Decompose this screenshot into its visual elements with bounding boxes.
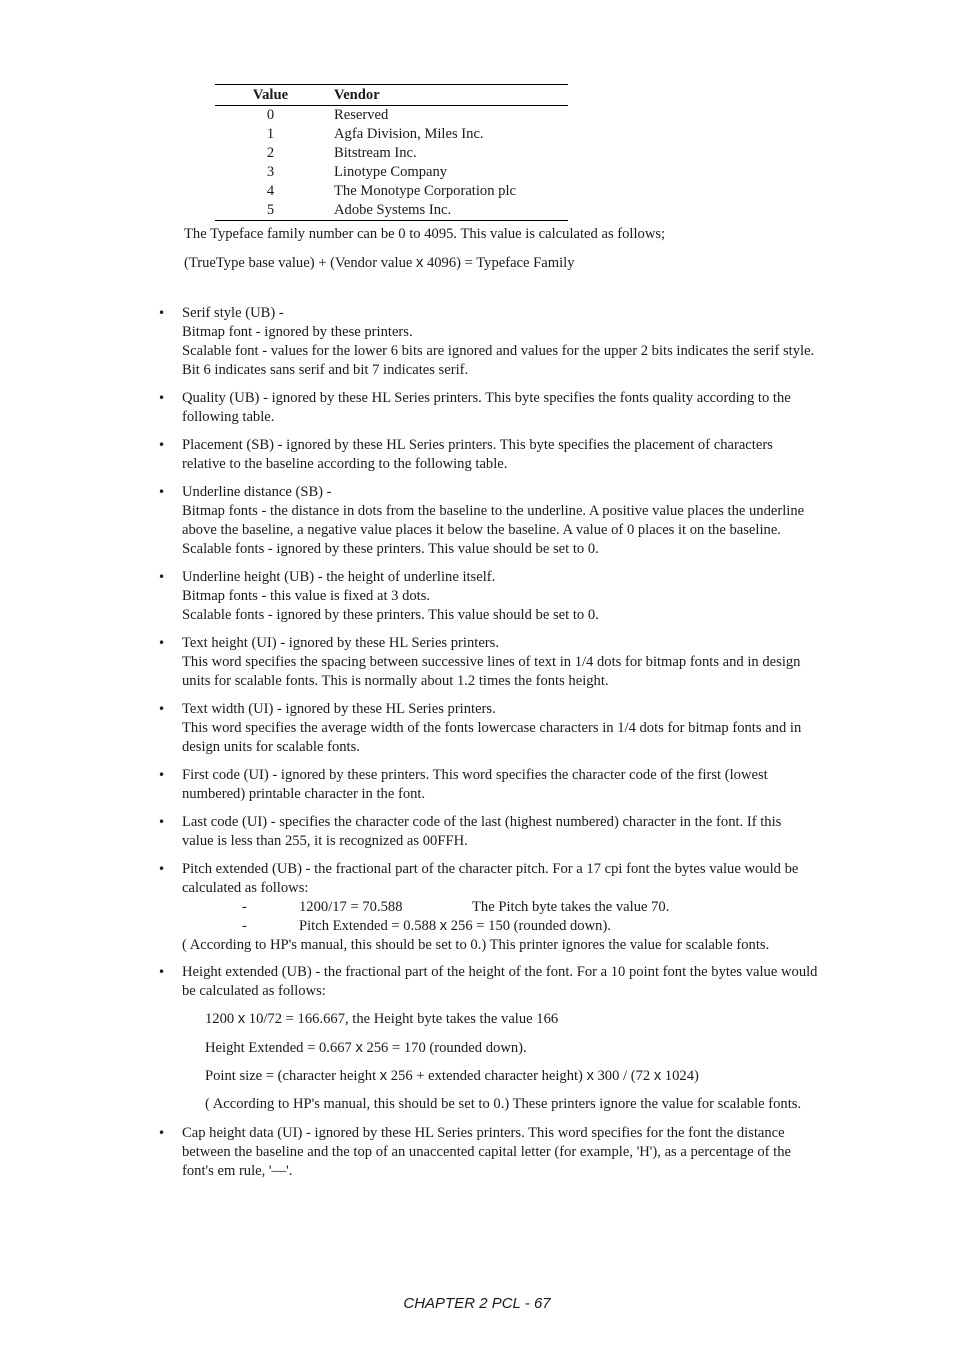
typeface-formula [184, 254, 575, 273]
text-line: Text height (UI) - ignored by these HL Series printers. [182, 635, 499, 651]
text-line: Last code (UI) - specifies the character code of the last (highest numbered) character in the font. If this [182, 814, 782, 830]
cell-vendor: Agfa Division, Miles Inc. [334, 126, 484, 142]
text-line: between the baseline and the top of an unaccented capital letter (for example, 'H'), as a percentage of the [182, 1144, 791, 1160]
text-width-item [158, 700, 892, 757]
text-line: Bitmap fonts - the distance in dots from the baseline to the underline. A positive value places the underline [182, 503, 805, 519]
calc-part: 1200 [205, 1011, 238, 1027]
calc-part: 1024) [661, 1068, 699, 1084]
vendor-table [215, 84, 568, 221]
bullet-icon: • [158, 391, 166, 405]
page-footer: CHAPTER 2 PCL - 67 [403, 1295, 551, 1312]
quality-item [158, 389, 892, 427]
calc-part: 10/72 = 166.667, the Height byte takes the value 166 [245, 1011, 559, 1027]
text-line: Placement (SB) - ignored by these HL Series printers. This byte specifies the placement of characters [182, 437, 773, 453]
cell-vendor: The Monotype Corporation plc [334, 183, 516, 199]
times-sign: x [439, 918, 448, 934]
formula-part: 4096) = Typeface Family [423, 255, 575, 271]
text-height-item [158, 634, 892, 691]
bullet-icon: • [158, 636, 166, 650]
text-line: Underline height (UB) - the height of underline itself. [182, 569, 496, 585]
bullet-icon: • [158, 438, 166, 452]
table-row [215, 163, 568, 182]
bullet-icon: • [158, 768, 166, 782]
text-line: Scalable fonts - ignored by these printers. This value should be set to 0. [182, 541, 599, 557]
times-sign: x [379, 1068, 388, 1084]
bullet-icon: • [158, 965, 166, 979]
pitch-extended-item [158, 860, 892, 955]
table-row [215, 201, 568, 221]
header-vendor: Vendor [334, 85, 568, 106]
underline-height-item [158, 568, 892, 625]
table-row [215, 144, 568, 163]
times-sign: x [355, 1040, 363, 1056]
cell-value: 5 [215, 201, 334, 221]
calc-note: The Pitch byte takes the value 70. [472, 899, 670, 915]
cell-vendor: Bitstream Inc. [334, 145, 417, 161]
cell-value: 0 [266, 107, 275, 123]
text-line: Scalable font - values for the lower 6 bits are ignored and values for the upper 2 bits indicates the serif style. [182, 343, 815, 359]
cell-vendor: Linotype Company [334, 164, 448, 180]
cell-value: 1 [266, 126, 275, 142]
cell-value: 3 [266, 164, 275, 180]
text-line: units for scalable fonts. This is normally about 1.2 times the fonts height. [182, 673, 609, 689]
calc-part: 300 / (72 [593, 1068, 654, 1084]
serif-style-item [158, 304, 892, 380]
bullet-icon: • [158, 570, 166, 584]
text-line: Height extended (UB) - the fractional part of the height of the font. For a 10 point font the bytes value would [182, 964, 818, 980]
bullet-icon: • [158, 702, 166, 716]
text-line: Underline distance (SB) - [182, 484, 332, 500]
dash: - [242, 918, 247, 934]
text-line: Bit 6 indicates sans serif and bit 7 indicates serif. [182, 362, 469, 378]
calc-text [299, 917, 611, 936]
text-line: value is less than 255, it is recognized as 00FFH. [182, 833, 468, 849]
text-line: Scalable fonts - ignored by these printers. This value should be set to 0. [182, 607, 599, 623]
text-line: Bitmap font - ignored by these printers. [182, 324, 413, 340]
text-line: Serif style (UB) - [182, 305, 284, 321]
text-line: This word specifies the spacing between successive lines of text in 1/4 dots for bitmap fonts and in design [182, 654, 801, 670]
text-line: First code (UI) - ignored by these printers. This word specifies the character code of the first (lowest [182, 767, 768, 783]
text-line: ( According to HP's manual, this should be set to 0.) This printer ignores the value for scalable fonts. [182, 937, 770, 953]
times-sign: x [586, 1068, 594, 1084]
bullet-icon: • [158, 485, 166, 499]
text-line: Pitch extended (UB) - the fractional part of the character pitch. For a 17 cpi font the bytes value would be [182, 861, 799, 877]
table-row [215, 182, 568, 201]
first-code-item [158, 766, 892, 804]
table-row [215, 106, 568, 126]
times-sign: x [416, 255, 424, 271]
times-sign: x [237, 1011, 246, 1027]
calc-line [205, 1039, 527, 1058]
typeface-note: The Typeface family number can be 0 to 4095. This value is calculated as follows; [184, 226, 666, 242]
calc-line [205, 1067, 699, 1086]
text-line: Cap height data (UI) - ignored by these HL Series printers. This word specifies for the font the distance [182, 1125, 785, 1141]
calc-part: Height Extended = 0.667 [205, 1040, 356, 1056]
cap-height-item [158, 1124, 892, 1181]
calc-line [205, 1010, 558, 1029]
bullet-icon: • [158, 1126, 166, 1140]
text-line: Quality (UB) - ignored by these HL Series printers. This byte specifies the fonts quality according to the [182, 390, 791, 406]
height-extended-item [158, 963, 892, 1001]
calc-part: 256 + extended character height) [387, 1068, 587, 1084]
last-code-item [158, 813, 892, 851]
bullet-icon: • [158, 306, 166, 320]
table-row [215, 125, 568, 144]
text-line: be calculated as follows: [182, 983, 326, 999]
text-line: above the baseline, a negative value places it below the baseline. A value of 0 places it on the baseline. [182, 522, 781, 538]
bullet-icon: • [158, 815, 166, 829]
text-line: Bitmap fonts - this value is fixed at 3 dots. [182, 588, 431, 604]
underline-distance-item [158, 483, 892, 559]
calc-part: 256 = 150 (rounded down). [447, 918, 611, 934]
text-line: calculated as follows: [182, 880, 309, 896]
calc-part: Pitch Extended = 0.588 [299, 918, 440, 934]
text-line: design units for scalable fonts. [182, 739, 360, 755]
text-line: This word specifies the average width of the fonts lowercase characters in 1/4 dots for bitmap fonts and in [182, 720, 802, 736]
calc-row [182, 917, 892, 936]
text-line: numbered) printable character in the font. [182, 786, 426, 802]
header-value: Value [215, 85, 334, 106]
cell-value: 2 [266, 145, 275, 161]
placement-item [158, 436, 892, 474]
cell-vendor: Adobe Systems Inc. [334, 201, 568, 221]
calc-part: Point size = (character height [205, 1068, 380, 1084]
formula-part: (TrueType base value) + (Vendor value [184, 255, 416, 271]
table-header-row [215, 85, 568, 106]
text-line: font's em rule, '—'. [182, 1163, 293, 1179]
cell-vendor: Reserved [334, 107, 389, 123]
text-line: following table. [182, 409, 275, 425]
calc-note: ( According to HP's manual, this should be set to 0.) These printers ignore the value for scalable fonts. [205, 1096, 802, 1112]
dash: - [242, 899, 247, 915]
calc-part: 256 = 170 (rounded down). [362, 1040, 527, 1056]
calc-row [182, 898, 892, 917]
bullet-icon: • [158, 862, 166, 876]
text-line: Text width (UI) - ignored by these HL Series printers. [182, 701, 496, 717]
text-line: relative to the baseline according to the following table. [182, 456, 508, 472]
times-sign: x [653, 1068, 662, 1084]
calc-text: 1200/17 = 70.588 [299, 899, 403, 915]
cell-value: 4 [266, 183, 275, 199]
